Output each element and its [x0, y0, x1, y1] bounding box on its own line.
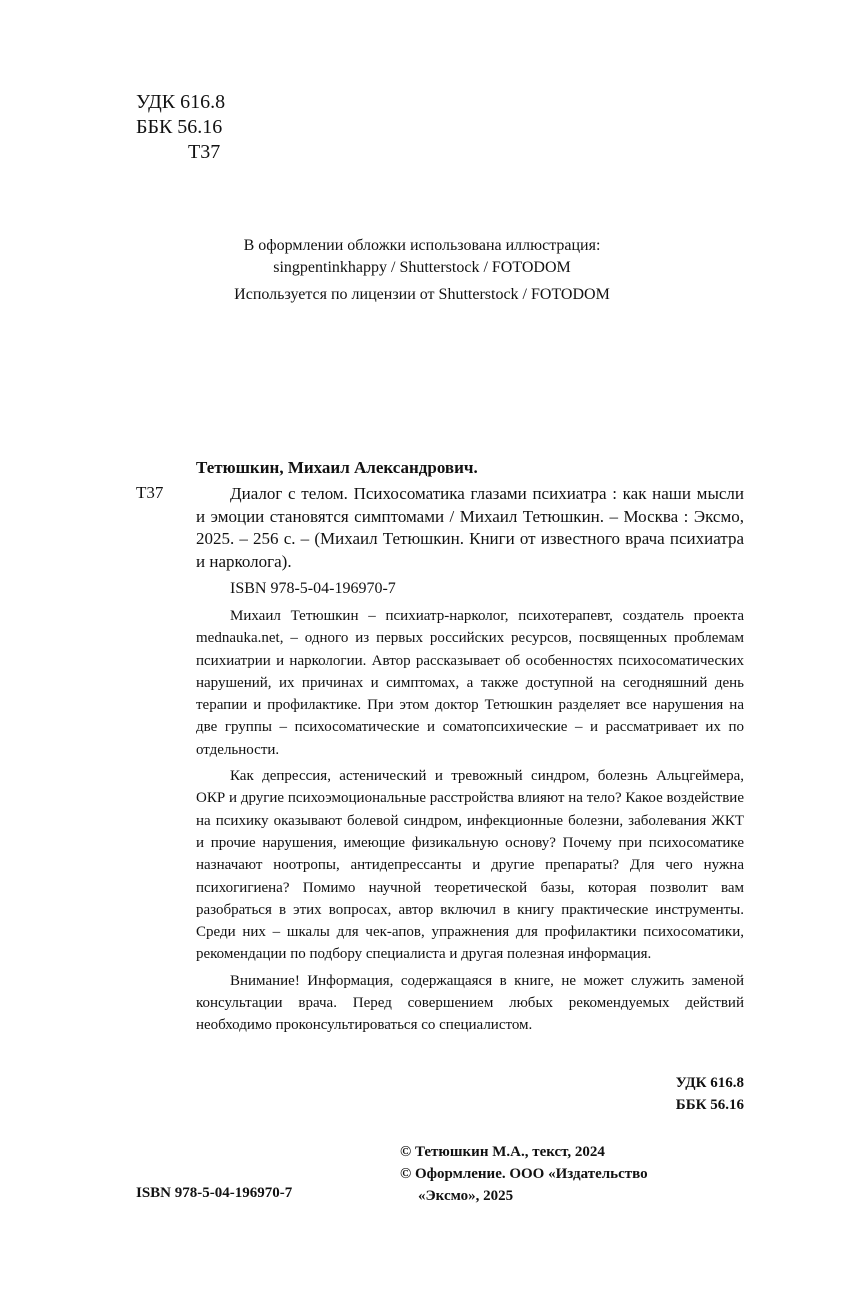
annotation	[196, 605, 744, 1041]
bbk-code-right: ББК 56.16	[675, 1097, 744, 1113]
classification-block	[136, 90, 225, 165]
isbn-line: ISBN 978-5-04-196970-7	[230, 580, 396, 597]
cover-credit	[0, 235, 844, 306]
copyright-design: © Оформление. ООО «Издательство	[400, 1166, 648, 1182]
udk-code: УДК 616.8	[136, 91, 226, 113]
isbn-bottom: ISBN 978-5-04-196970-7	[136, 1185, 293, 1201]
codes-right	[676, 1072, 744, 1116]
cover-credit-line-2: singpentinkhappy / Shutterstock / FOTODOM	[273, 259, 571, 276]
license-notice: Используется по лицензии от Shutterstock / FOTODOM	[234, 286, 610, 303]
bbk-code: ББК 56.16	[136, 116, 223, 138]
bibliographic-description: Диалог с телом. Психосоматика глазами психиатра : как наши мысли и эмоции становятся симптомами / Михаил Тетюшкин. – Москва : Эксмо, 2025. – 256 с. – (Михаил Тетюшкин. Книги от известного врача психиатра и нарколога).	[196, 484, 744, 571]
cover-credit-line-1: В оформлении обложки использована иллюстрация:	[243, 237, 601, 254]
annotation-paragraph-1: Михаил Тетюшкин – психиатр-нарколог, психотерапевт, создатель проекта mednauka.net, – одного из первых российских ресурсов, посвященных проблемам психиатрии и наркологии. Автор рассказывает об особенностях психосоматических нарушений, их причинах и симптомах, а также доступной на сегодняшний день терапии и профилактике. При этом доктор Тетюшкин разделяет все нарушения на две группы – психосоматические и соматопсихические – и рассматривает их по отдельности.	[196, 608, 744, 758]
author-heading: Тетюшкин, Михаил Александрович.	[196, 458, 478, 477]
annotation-paragraph-3: Внимание! Информация, содержащаяся в книге, не может служить заменой консультации врача. Перед совершением любых рекомендуемых действий необходимо проконсультироваться со специалистом.	[196, 972, 744, 1034]
author-mark: Т37	[188, 141, 221, 163]
copyright-text: © Тетюшкин М.А., текст, 2024	[400, 1144, 605, 1160]
copyright-design-continued: «Эксмо», 2025	[418, 1188, 514, 1204]
annotation-paragraph-2: Как депрессия, астенический и тревожный синдром, болезнь Альцгеймера, ОКР и другие психоэмоциональные расстройства влияют на тело? Какое воздействие на психику оказывают болевой синдром, инфекционные болезни, заболевания ЖКТ и прочие нарушения, имеющие физикальную основу? Почему при психосоматике назначают ноотропы, антидепрессанты и другие препараты? Для чего нужна психогигиена? Помимо научной теоретической базы, которая позволит вам разобраться в этих вопросах, автор включил в книгу практические инструменты. Среди них – шкалы для чек-апов, упражнения для профилактики психосоматики, рекомендации по подбору специалиста и другая полезная информация.	[196, 768, 744, 963]
bibliographic-code: Т37	[136, 483, 164, 502]
copyright-block	[400, 1141, 648, 1207]
udk-code-right: УДК 616.8	[675, 1075, 744, 1091]
